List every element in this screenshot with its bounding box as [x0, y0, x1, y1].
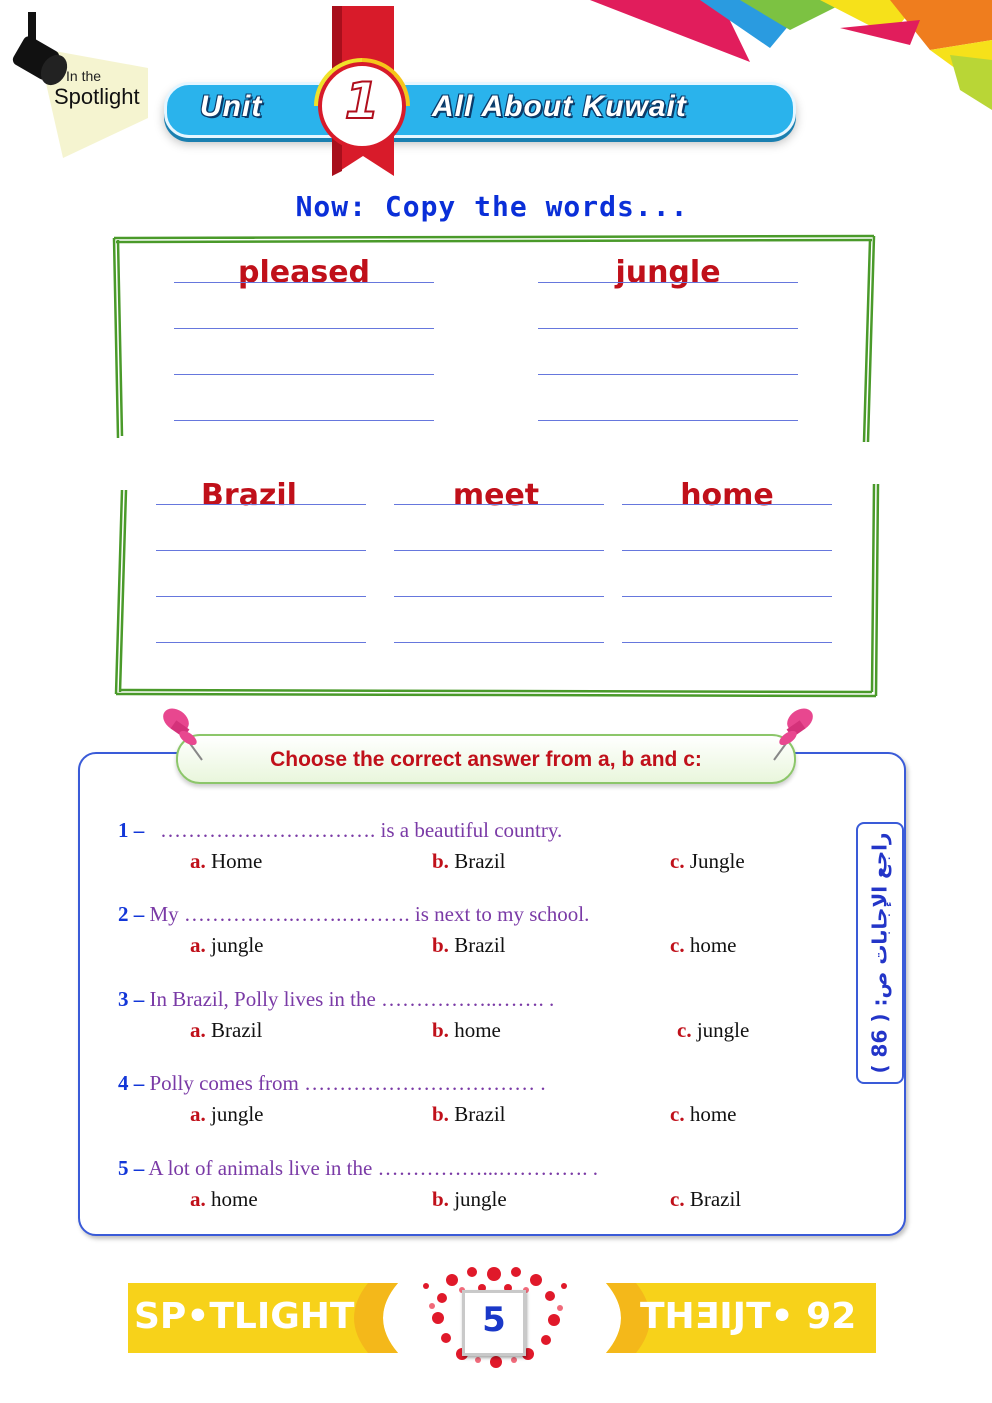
question-5 [118, 1156, 598, 1181]
writing-line[interactable] [156, 596, 366, 597]
option-b[interactable] [432, 1018, 501, 1043]
writing-line[interactable] [156, 642, 366, 643]
writing-line[interactable] [538, 374, 798, 375]
footer-left-word: SP•TLIGHT [134, 1296, 355, 1337]
writing-line[interactable] [538, 282, 798, 283]
writing-line[interactable] [538, 328, 798, 329]
option-c[interactable] [670, 849, 745, 874]
unit-title: All About Kuwait [432, 90, 687, 123]
writing-line[interactable] [538, 420, 798, 421]
unit-number: 1 [344, 72, 380, 130]
option-text: Brazil [454, 1102, 506, 1126]
option-text: Jungle [689, 849, 745, 873]
unit-label: Unit [200, 90, 263, 123]
option-a[interactable] [190, 1018, 262, 1043]
option-a[interactable] [190, 933, 264, 958]
writing-line[interactable] [174, 282, 434, 283]
option-letter: b. [432, 1102, 449, 1126]
writing-line[interactable] [174, 328, 434, 329]
question-number: 5 – [118, 1156, 145, 1180]
page-number: 5 [482, 1300, 506, 1340]
option-text: Home [211, 849, 263, 873]
footer-right-word: THƎIJT• 92 [640, 1296, 857, 1337]
option-b[interactable] [432, 1187, 507, 1212]
option-b[interactable] [432, 933, 506, 958]
question-text: My …………….…….………. is next to my school. [149, 902, 590, 926]
pushpin-icon [156, 704, 210, 764]
question-number: 4 – [118, 1071, 145, 1095]
option-text: home [454, 1018, 501, 1042]
logo-text-line1: In the [66, 68, 102, 84]
question-text: …………………………. is a beautiful country. [160, 818, 563, 842]
writing-line[interactable] [622, 504, 832, 505]
writing-line[interactable] [394, 550, 604, 551]
writing-line[interactable] [156, 504, 366, 505]
option-text: home [689, 1102, 737, 1126]
option-letter: c. [670, 933, 685, 957]
option-text: jungle [211, 933, 264, 957]
option-letter: a. [190, 1018, 206, 1042]
answer-reference-text: راجع الإجابات ص: ( 86 ) [868, 832, 892, 1074]
option-letter: a. [190, 1187, 206, 1211]
option-text: Brazil [454, 849, 506, 873]
option-letter: c. [670, 849, 685, 873]
option-b[interactable] [432, 1102, 506, 1127]
copy-word-home: home [680, 478, 774, 513]
copy-words-frame [108, 232, 880, 700]
option-text: Brazil [454, 933, 506, 957]
option-letter: c. [677, 1018, 692, 1042]
question-text: Polly comes from …………………………… . [149, 1071, 546, 1095]
writing-line[interactable] [174, 420, 434, 421]
option-a[interactable] [190, 1102, 264, 1127]
writing-line[interactable] [174, 374, 434, 375]
writing-line[interactable] [394, 642, 604, 643]
option-a[interactable] [190, 849, 262, 874]
option-letter: a. [190, 933, 206, 957]
option-a[interactable] [190, 1187, 258, 1212]
pushpin-icon [766, 704, 820, 764]
writing-line[interactable] [156, 550, 366, 551]
option-letter: b. [432, 933, 449, 957]
option-text: home [689, 933, 737, 957]
option-text: Brazil [211, 1018, 263, 1042]
option-text: jungle [211, 1102, 264, 1126]
copy-word-brazil: Brazil [201, 478, 297, 513]
writing-line[interactable] [394, 596, 604, 597]
option-letter: c. [670, 1187, 685, 1211]
option-letter: b. [432, 849, 449, 873]
option-letter: b. [432, 1187, 449, 1211]
option-letter: b. [432, 1018, 449, 1042]
writing-line[interactable] [622, 642, 832, 643]
option-letter: a. [190, 849, 206, 873]
option-c[interactable] [670, 933, 736, 958]
copy-heading: Now: Copy the words... [295, 190, 689, 223]
option-c[interactable] [670, 1102, 736, 1127]
option-text: jungle [696, 1018, 750, 1042]
question-3 [118, 987, 554, 1012]
option-c[interactable] [677, 1018, 749, 1043]
writing-line[interactable] [622, 550, 832, 551]
option-b[interactable] [432, 849, 506, 874]
question-number: 2 – [118, 902, 145, 926]
question-text: A lot of animals live in the ……………...…………. . [148, 1156, 599, 1180]
option-text: home [211, 1187, 258, 1211]
option-c[interactable] [670, 1187, 741, 1212]
logo-text-line2: Spotlight [54, 84, 140, 109]
question-1 [118, 818, 562, 843]
question-4 [118, 1071, 546, 1096]
option-text: Brazil [689, 1187, 742, 1211]
question-number: 1 – [118, 818, 145, 842]
writing-line[interactable] [622, 596, 832, 597]
copy-word-jungle: jungle [615, 255, 721, 290]
answer-reference [856, 822, 904, 1084]
copy-word-pleased: pleased [237, 255, 371, 290]
question-text: In Brazil, Polly lives in the ……………..……. . [149, 987, 555, 1011]
copy-word-meet: meet [452, 478, 540, 513]
instruction-text: Choose the correct answer from a, b and c: [270, 748, 702, 771]
option-letter: a. [190, 1102, 206, 1126]
option-letter: c. [670, 1102, 685, 1126]
writing-line[interactable] [394, 504, 604, 505]
question-2 [118, 902, 589, 927]
option-text: jungle [454, 1187, 507, 1211]
question-number: 3 – [118, 987, 145, 1011]
